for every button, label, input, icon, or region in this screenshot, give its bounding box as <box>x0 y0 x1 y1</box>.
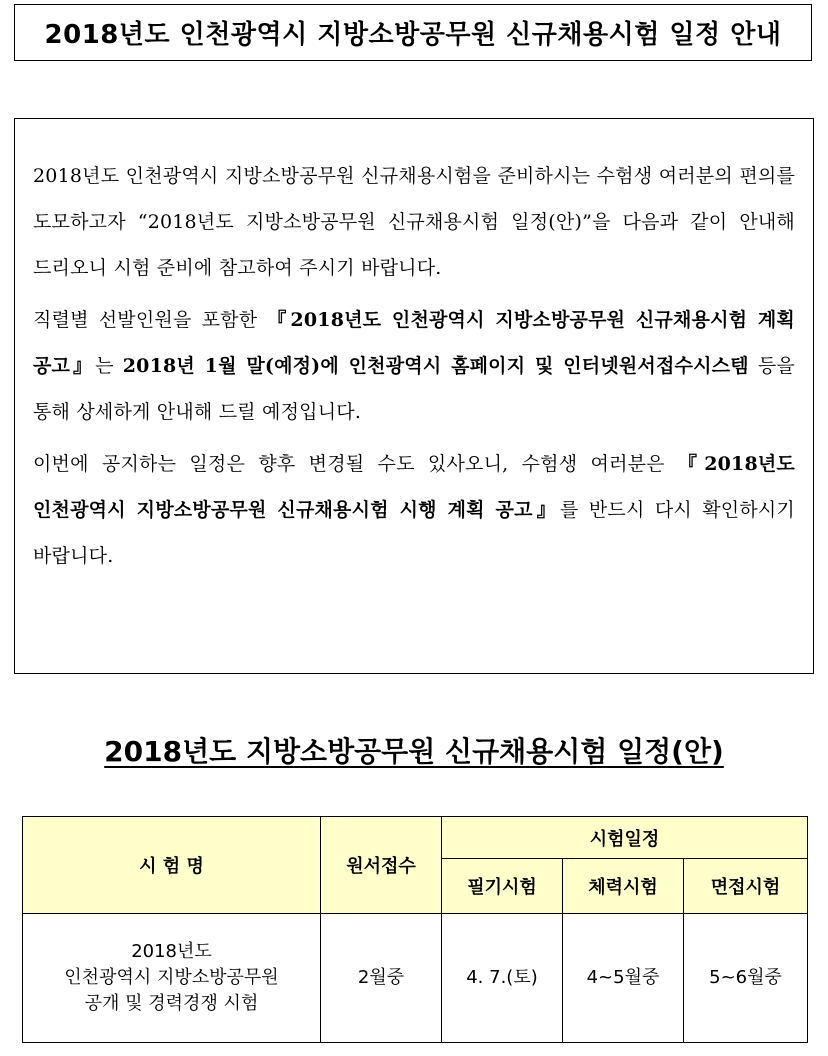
document-title-box <box>14 4 812 61</box>
notice-paragraph-2-bold-date: 2018년 1월 말(예정)에 인천광역시 홈페이지 및 인터넷원서접수시스템 <box>122 355 749 377</box>
header-physical: 체력시험 <box>563 859 684 914</box>
table-row <box>23 914 808 1043</box>
exam-name-line-3: 공개 및 경력경쟁 시험 <box>84 993 259 1014</box>
notice-paragraph-2-bold-announcement: 『2018년도 인천광역시 지방소방공무원 신규채용시험 계획 공고』 <box>33 309 795 377</box>
header-written: 필기시험 <box>442 859 563 914</box>
schedule-heading <box>0 730 828 770</box>
header-application: 원서접수 <box>321 817 442 914</box>
exam-name-line-2: 인천광역시 지방소방공무원 <box>64 967 279 988</box>
notice-paragraph-2-suffix: 등을 통해 상세하게 안내해 드릴 예정입니다. <box>33 355 795 423</box>
notice-paragraph-2-prefix: 직렬별 선발인원을 포함한 <box>33 309 268 331</box>
notice-paragraph-2 <box>33 297 795 435</box>
document-title: 2018년도 인천광역시 지방소방공무원 신규채용시험 일정 안내 <box>44 20 782 50</box>
cell-application: 2월중 <box>321 914 442 1043</box>
exam-name-line-1: 2018년도 <box>131 941 212 962</box>
notice-paragraph-3-bold-announcement: 『2018년도 인천광역시 지방소방공무원 신규채용시험 시행 계획 공고』 <box>33 453 795 521</box>
notice-box <box>14 118 814 674</box>
notice-paragraph-2-mid: 는 <box>95 355 123 377</box>
cell-interview: 5~6월중 <box>684 914 808 1043</box>
header-exam-name: 시 험 명 <box>23 817 321 914</box>
schedule-table <box>22 816 808 1043</box>
notice-paragraph-3-prefix: 이번에 공지하는 일정은 향후 변경될 수도 있사오니, 수험생 여러분은 <box>33 453 678 475</box>
cell-physical: 4~5월중 <box>563 914 684 1043</box>
cell-written: 4. 7.(토) <box>442 914 563 1043</box>
schedule-title: 2018년도 지방소방공무원 신규채용시험 일정(안) <box>104 735 724 768</box>
cell-exam-name <box>23 914 321 1043</box>
notice-paragraph-3 <box>33 441 795 579</box>
notice-paragraph-3-suffix: 를 반드시 다시 확인하시기 바랍니다. <box>33 499 795 567</box>
table-header-row-1 <box>23 817 808 859</box>
header-schedule: 시험일정 <box>442 817 808 859</box>
notice-paragraph-1: 2018년도 인천광역시 지방소방공무원 신규채용시험을 준비하시는 수험생 여러분의 편의를 도모하고자 “2018년도 지방소방공무원 신규채용시험 일정(안)”을 다음과 같이 안내해 드리오니 시험 준비에 참고하여 주시기 바랍니다. <box>33 165 795 279</box>
header-interview: 면접시험 <box>684 859 808 914</box>
